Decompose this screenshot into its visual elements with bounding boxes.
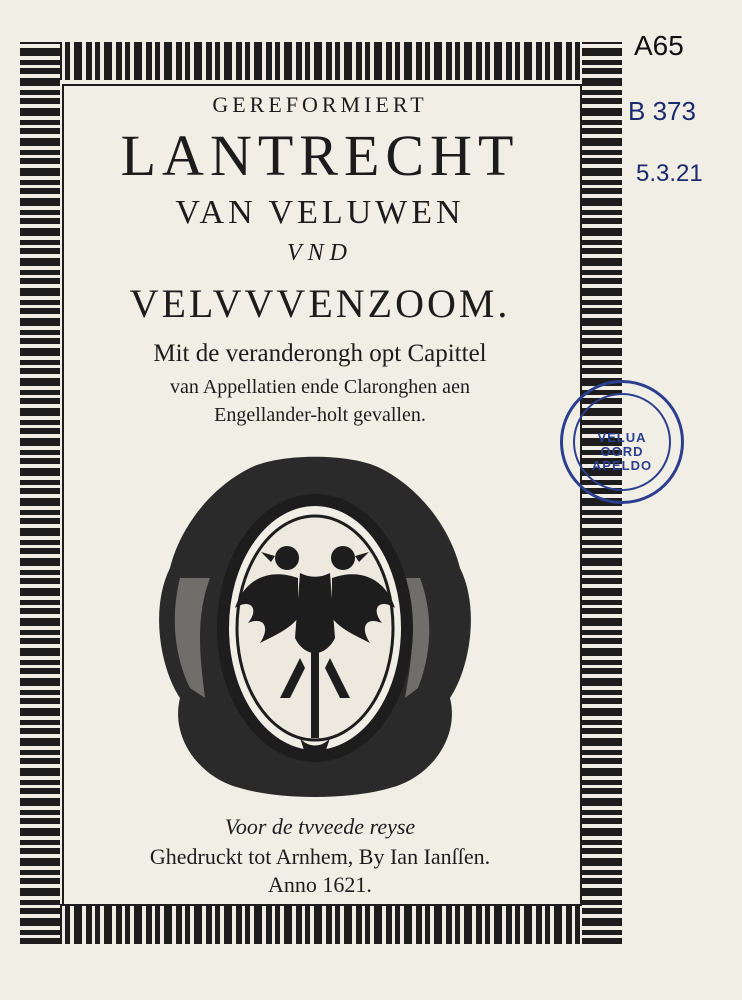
library-stamp (560, 380, 684, 504)
subtitle-line-1: Mit de veranderongh opt Capittel (153, 340, 487, 367)
title-line-van-veluwen: VAN VELUWEN (175, 194, 465, 231)
shelfmark-5-3-21: 5.3.21 (636, 160, 703, 187)
title-line-gereformiert: GEREFORMIERT (212, 92, 428, 117)
border-bottom-ornament (26, 904, 622, 944)
title-line-vnd: VND (287, 240, 353, 266)
eagle-cartouche-device (150, 448, 480, 800)
border-top-ornament (26, 42, 622, 80)
imprint-edition: Voor de tvveede reyse (224, 814, 416, 839)
title-line-velvvvenzoom: VELVVVENZOOM. (129, 281, 511, 326)
imprint-printer: Ghedruckt tot Arnhem, By Ian Ianſſen. (149, 844, 491, 869)
subtitle-line-3: Engellander-holt gevallen. (214, 404, 426, 426)
shelfmark-b373: B 373 (628, 96, 696, 126)
title-line-lantrecht: LANTRECHT (120, 123, 520, 188)
shelfmark-a65: A65 (634, 30, 684, 61)
subtitle-line-2: van Appellatien ende Claronghen aen (170, 376, 470, 398)
imprint-year: Anno 1621. (268, 872, 372, 897)
stamp-text: VELUA OORD APELDO (591, 430, 653, 473)
border-left-ornament (20, 42, 60, 944)
